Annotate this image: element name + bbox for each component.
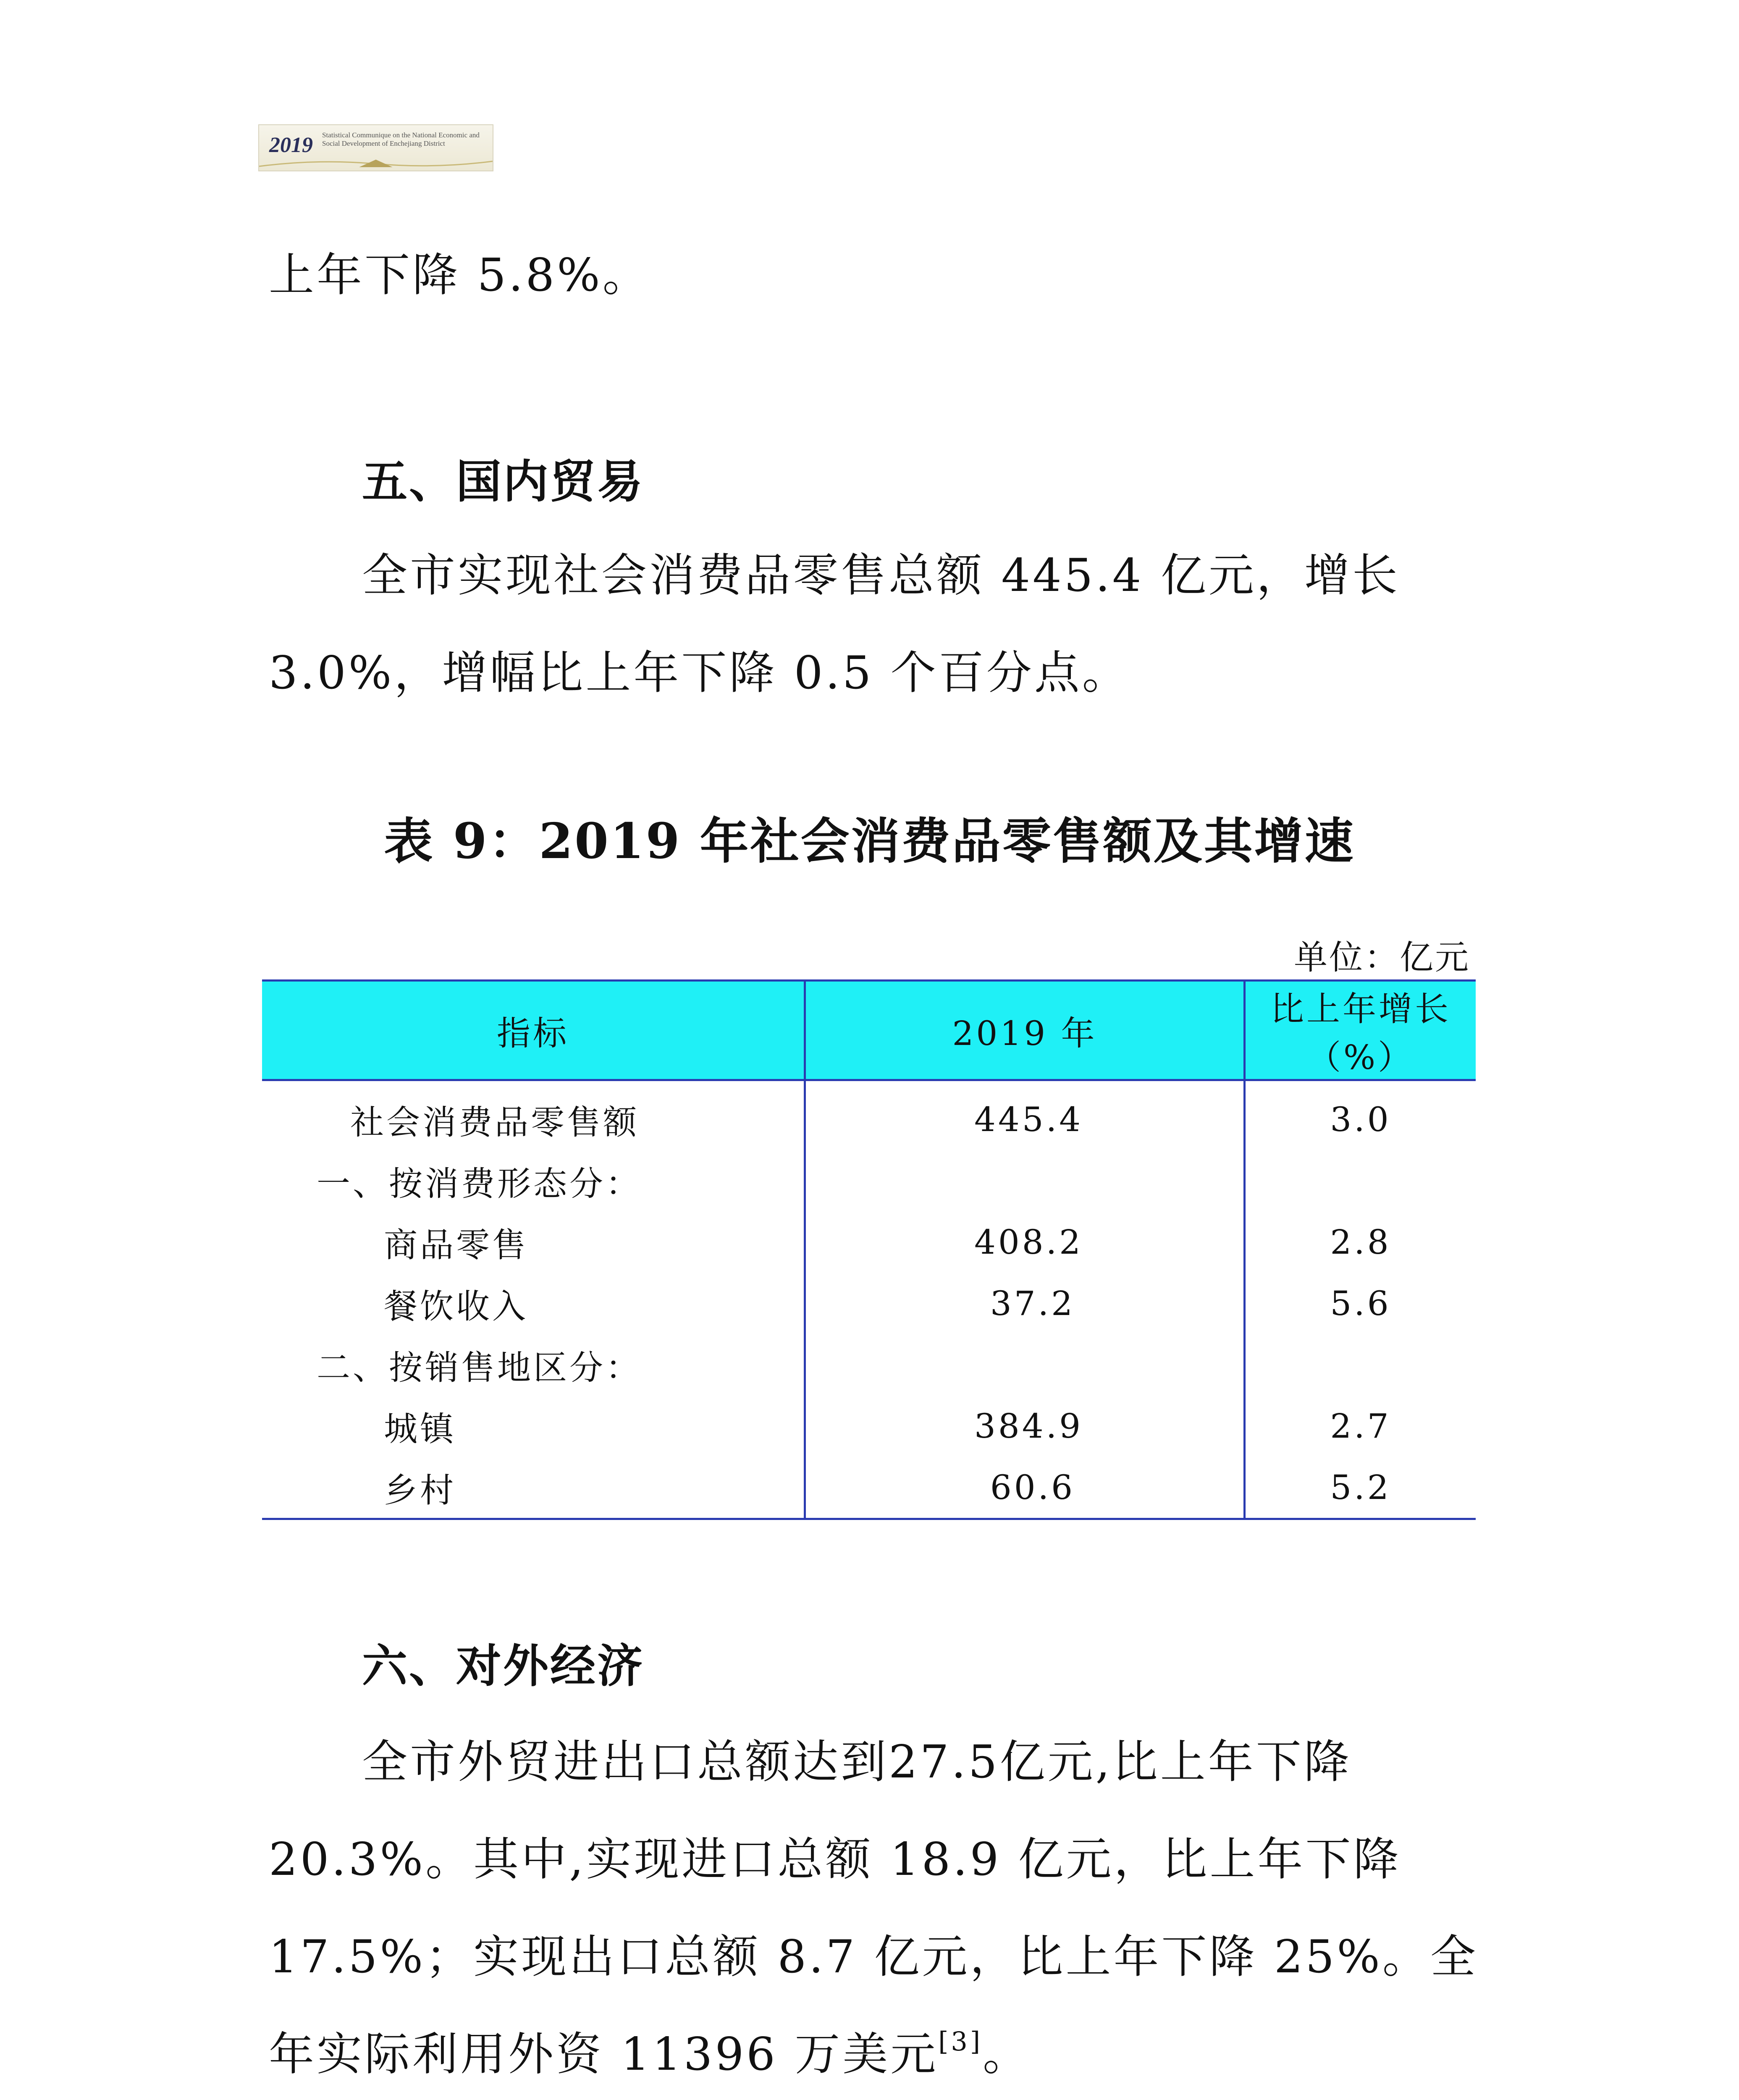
row-growth: 5.2 xyxy=(1245,1457,1476,1519)
row-label: 餐饮收入 xyxy=(384,1286,528,1326)
row-label: 社会消费品零售额 xyxy=(350,1102,639,1142)
paragraph-retail-sales: 全市实现社会消费品零售总额 445.4 亿元，增长 3.0%，增幅比上年下降 0.5 个百分点。 xyxy=(269,549,1400,699)
row-label: 二、按销售地区分： xyxy=(317,1348,642,1387)
row-growth xyxy=(1245,1150,1476,1211)
paragraph-continuation: 上年下降 5.8%。 xyxy=(269,249,650,302)
row-growth: 2.8 xyxy=(1245,1211,1476,1273)
row-growth: 5.6 xyxy=(1245,1273,1476,1334)
paragraph-foreign-trade xyxy=(269,1714,1495,2100)
section-heading-domestic-trade: 五、国内贸易 xyxy=(362,456,645,508)
row-label: 一、按消费形态分： xyxy=(317,1164,642,1203)
table-row xyxy=(262,1334,1476,1395)
section-heading-foreign-economy: 六、对外经济 xyxy=(362,1640,645,1693)
header-growth: 比上年增长（%） xyxy=(1245,981,1476,1080)
table-row xyxy=(262,1457,1476,1519)
document-logo xyxy=(258,124,493,171)
logo-wave-graphic xyxy=(259,158,493,169)
foreign-trade-text-end: 。 xyxy=(983,2028,1031,2081)
logo-year: 2019 xyxy=(269,133,313,157)
row-label: 商品零售 xyxy=(384,1225,528,1265)
table-row xyxy=(262,1080,1476,1150)
row-value: 60.6 xyxy=(990,1467,1075,1507)
row-value: 37.2 xyxy=(990,1284,1075,1323)
row-growth xyxy=(1245,1334,1476,1395)
foreign-trade-text: 全市外贸进出口总额达到27.5亿元,比上年下降20.3%。其中,实现进口总额 18.9 亿元，比上年下降 17.5%；实现出口总额 8.7 亿元，比上年下降 25%。全年实际利用外资 11396 万美元 xyxy=(269,1736,1478,2081)
table-title: 表 9：2019 年社会消费品零售额及其增速 xyxy=(384,813,1355,870)
table-row xyxy=(262,1395,1476,1457)
row-label: 城镇 xyxy=(384,1409,456,1449)
table-row xyxy=(262,1150,1476,1211)
row-value: 445.4 xyxy=(974,1100,1083,1139)
table-unit: 单位：亿元 xyxy=(1294,938,1470,977)
header-year: 2019 年 xyxy=(805,981,1245,1080)
table-header-row xyxy=(262,981,1476,1080)
retail-sales-table xyxy=(262,979,1476,1520)
row-value: 408.2 xyxy=(974,1222,1083,1262)
header-indicator: 指标 xyxy=(262,981,805,1080)
table-row xyxy=(262,1211,1476,1273)
row-label: 乡村 xyxy=(262,1457,805,1519)
logo-subtitle: Statistical Communique on the National Economic and Social Development of Enchejiang District xyxy=(322,131,480,147)
row-value: 384.9 xyxy=(974,1406,1083,1446)
footnote-marker[interactable]: [3] xyxy=(938,2026,983,2057)
row-growth: 3.0 xyxy=(1245,1080,1476,1150)
table-row xyxy=(262,1273,1476,1334)
row-growth: 2.7 xyxy=(1245,1395,1476,1457)
